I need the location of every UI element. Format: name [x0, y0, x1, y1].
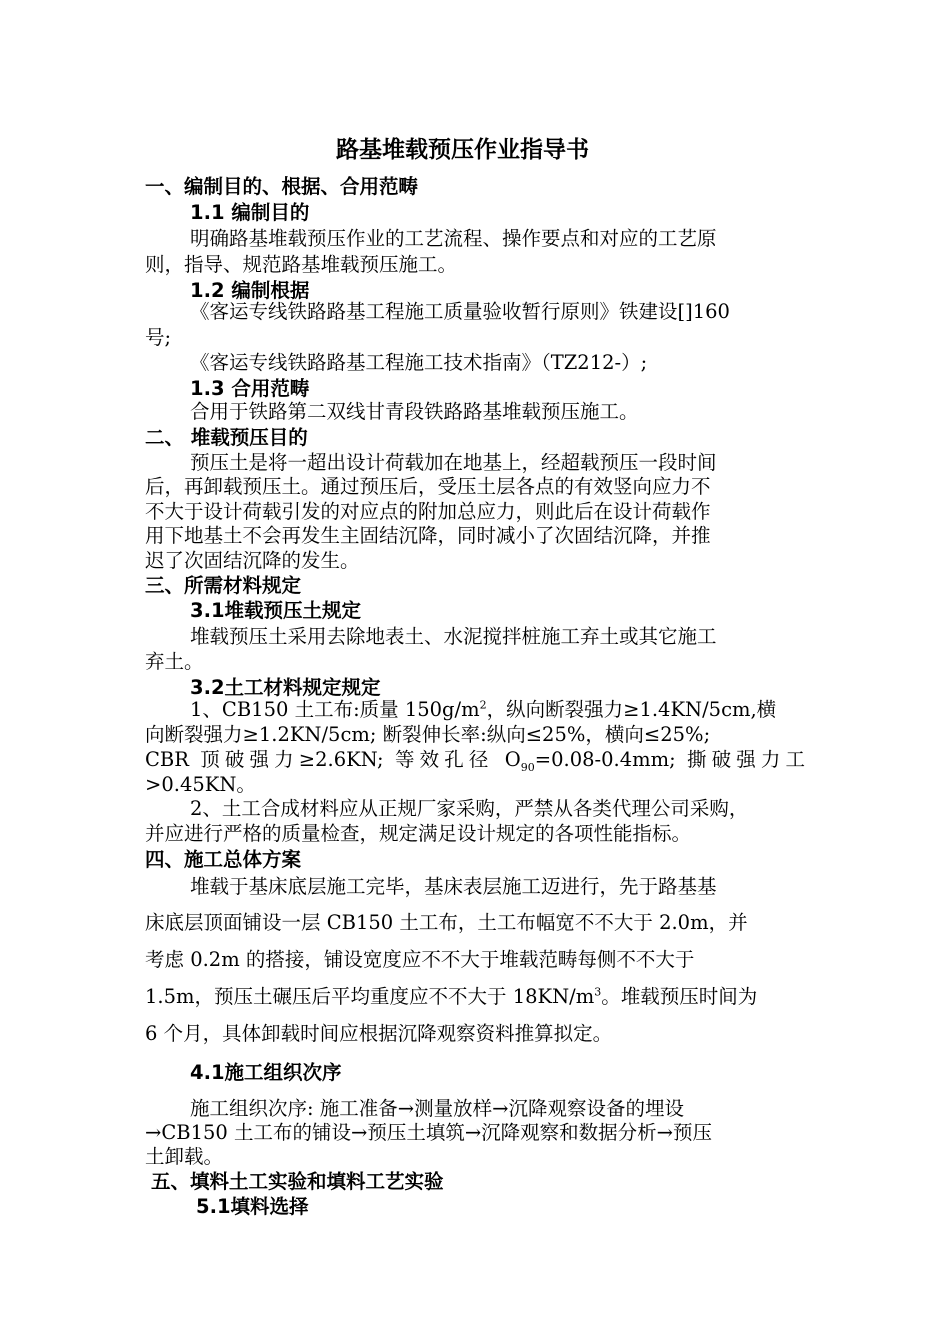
section-1-heading: 一、编制目的、根据、合用范畴 [145, 175, 419, 198]
superscript: 3 [594, 985, 602, 999]
text-run: ，纵向断裂强力≥1.4KN/5cm,横 [486, 698, 777, 721]
paragraph-line: 迟了次固结沉降的发生。 [145, 549, 360, 572]
paragraph-line: 号; [145, 326, 172, 349]
section-1-1-heading: 1.1 编制目的 [190, 201, 310, 224]
section-3-heading: 三、所需材料规定 [145, 574, 302, 597]
paragraph-line: 用下地基土不会再发生主固结沉降，同时减小了次固结沉降，并推 [145, 524, 711, 547]
section-4-heading: 四、施工总体方案 [145, 848, 302, 871]
paragraph-line [190, 697, 776, 723]
section-1-2-heading: 1.2 编制根据 [190, 279, 310, 302]
paragraph-line: 施工组织次序: 施工准备→测量放样→沉降观察设备的埋设 [190, 1097, 684, 1120]
paragraph-line: 堆载预压土采用去除地表土、水泥搅拌桩施工弃土或其它施工 [190, 625, 717, 648]
text-run: 1、CB150 土工布:质量 150g/m [190, 698, 480, 721]
paragraph-line: 则，指导、规范路基堆载预压施工。 [145, 253, 458, 276]
paragraph-line: 弃土。 [145, 650, 204, 673]
text-run: =0.08-0.4mm; 撕破强力工 [534, 748, 806, 771]
paragraph-line: 《客运专线铁路路基工程施工技术指南》（TZ212-）; [190, 351, 648, 374]
paragraph-line: 预压土是将一超出设计荷载加在地基上，经超载预压一段时间 [190, 451, 717, 474]
paragraph-line: 后，再卸载预压土。通过预压后，受压土层各点的有效竖向应力不 [145, 475, 711, 498]
paragraph-line: 合用于铁路第二双线甘青段铁路路基堆载预压施工。 [190, 400, 639, 423]
paragraph-line: 明确路基堆载预压作业的工艺流程、操作要点和对应的工艺原 [190, 227, 717, 250]
paragraph-line: 考虑 0.2m 的搭接，铺设宽度应不不大于堆载范畴每侧不不大于 [145, 948, 695, 971]
paragraph-line: 床底层顶面铺设一层 CB150 土工布，土工布幅宽不不大于 2.0m，并 [145, 911, 748, 934]
superscript: 2 [479, 698, 487, 712]
paragraph-line: 6 个月，具体卸载时间应根据沉降观察资料推算拟定。 [145, 1022, 613, 1045]
paragraph-line: 《客运专线铁路路基工程施工质量验收暂行原则》铁建设[]160 [190, 300, 730, 323]
paragraph-line [145, 984, 757, 1010]
paragraph-line: →CB150 土工布的铺设→预压土填筑→沉降观察和数据分析→预压 [145, 1121, 713, 1144]
section-5-1-heading: 5.1填料选择 [196, 1195, 309, 1218]
paragraph-line [145, 747, 805, 773]
text-run: CBR 顶破强力≥2.6KN; 等效孔径 O [145, 748, 521, 771]
section-1-3-heading: 1.3 合用范畴 [190, 377, 310, 400]
section-5-heading: 五、填料土工实验和填料工艺实验 [151, 1170, 444, 1193]
paragraph-line: >0.45KN。 [145, 773, 256, 796]
paragraph-line: 堆载于基床底层施工完毕，基床表层施工迈进行，先于路基基 [190, 875, 717, 898]
text-run: 。堆载预压时间为 [601, 985, 758, 1008]
paragraph-line: 不大于设计荷载引发的对应点的附加总应力，则此后在设计荷载作 [145, 500, 711, 523]
subscript: 90 [520, 760, 535, 774]
text-run: 1.5m，预压土碾压后平均重度应不不大于 18KN/m [145, 985, 595, 1008]
document-title: 路基堆载预压作业指导书 [336, 137, 589, 163]
paragraph-line: 并应进行严格的质量检查，规定满足设计规定的各项性能指标。 [145, 822, 692, 845]
paragraph-line: 向断裂强力≥1.2KN/5cm; 断裂伸长率:纵向≤25%，横向≤25%; [145, 723, 711, 746]
paragraph-line: 土卸载。 [145, 1145, 224, 1168]
paragraph-line: 2、土工合成材料应从正规厂家采购，严禁从各类代理公司采购， [190, 797, 749, 820]
section-3-1-heading: 3.1堆载预压土规定 [190, 599, 362, 622]
section-3-2-heading: 3.2土工材料规定规定 [190, 676, 381, 699]
section-2-heading: 二、 堆载预压目的 [145, 426, 308, 449]
section-4-1-heading: 4.1施工组织次序 [190, 1061, 342, 1084]
